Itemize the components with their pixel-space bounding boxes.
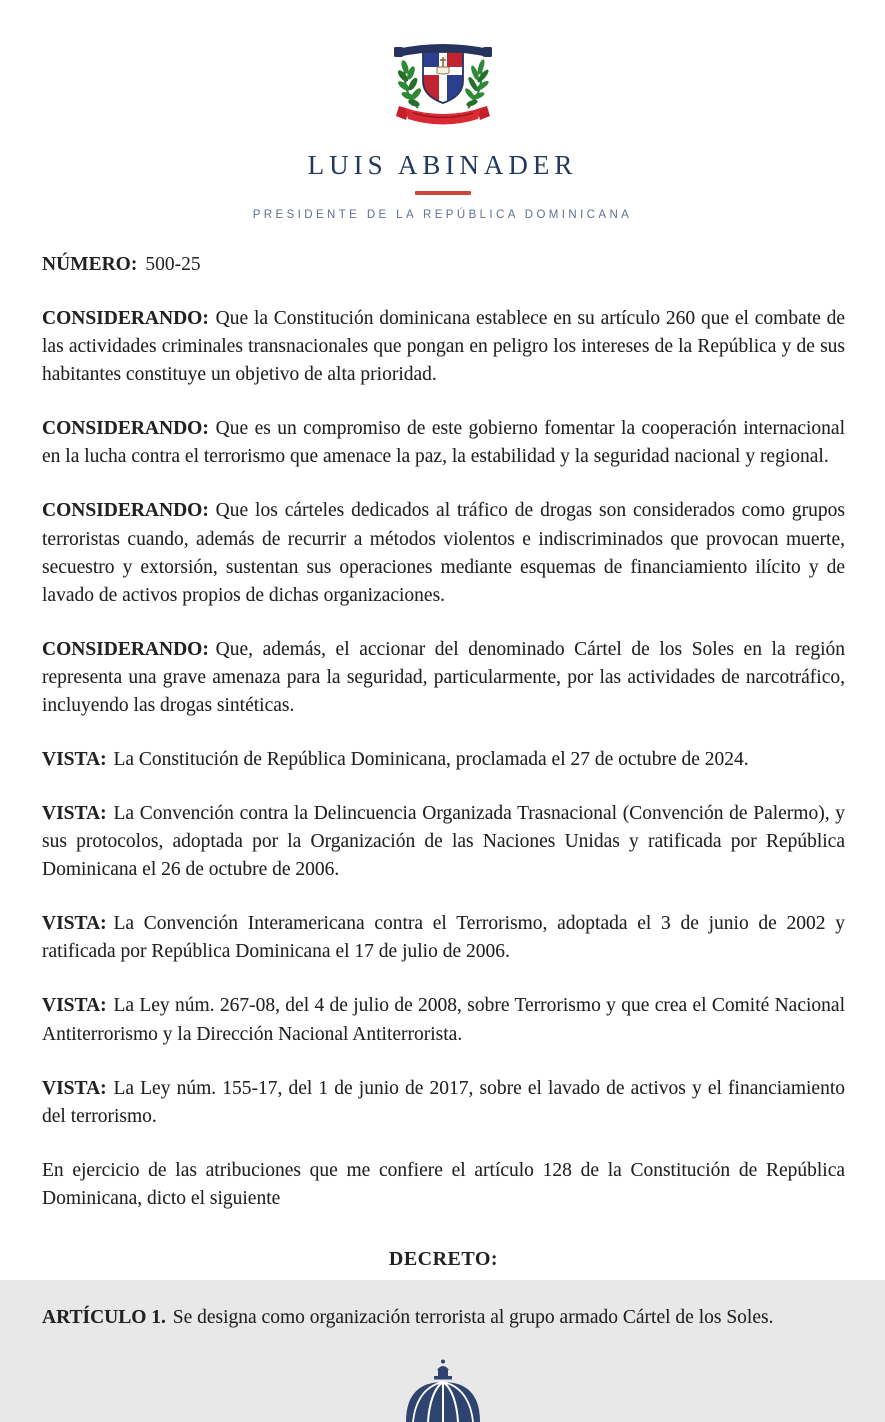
paragraph-lead: VISTA: [42,995,107,1017]
paragraph-lead: VISTA: [42,803,107,825]
paragraph-lead: CONSIDERANDO: [42,308,209,330]
vista-paragraph [42,1075,845,1131]
paragraph-text: Que los cárteles dedicados al tráfico de drogas son considerados como grupos terroristas cuando, además de recurrir a métodos violentos e indiscriminados que provocan muerte, secuestro y extorsión, sustentan sus operaciones mediante esquemas de financiamiento ilícito y de lavado de activos propios de dichas organizaciones. [42,500,845,606]
paragraph-lead: CONSIDERANDO: [42,500,209,522]
article-lead: ARTÍCULO 1. [42,1306,166,1328]
decree-number [42,251,845,279]
paragraph-lead: CONSIDERANDO: [42,418,209,440]
vista-paragraph [42,992,845,1048]
paragraph-text: La Ley núm. 155-17, del 1 de junio de 2017, sobre el lavado de activos y el financiamiento del terrorismo. [42,1077,845,1127]
paragraph-text: Que la Constitución dominicana establece en su artículo 260 que el combate de las actividades criminales transnacionales que pongan en peligro los intereses de la República y de sus habitantes constituye un objetivo de alta prioridad. [42,308,845,386]
closing-paragraph [42,1157,845,1213]
decree-number-value: 500-25 [145,254,201,275]
document-footer [398,1358,488,1392]
paragraph-lead: VISTA: [42,913,107,935]
considerando-paragraph [42,497,845,609]
document-header [0,0,885,221]
article-1-paragraph [42,1304,845,1332]
paragraph-lead: CONSIDERANDO: [42,638,209,660]
paragraph-text: La Constitución de República Dominicana, proclamada el 27 de octubre de 2024. [113,749,749,771]
paragraph-text: La Convención contra la Delincuencia Organizada Trasnacional (Convención de Palermo), y sus protocolos, adoptada por la Organización de las Naciones Unidas y ratificada por República Dominicana el 26 de octubre de 2006. [42,803,845,881]
paragraph-text: Que, además, el accionar del denominado Cártel de los Soles en la región representa una grave amenaza para la seguridad, particularmente, por las actividades de narcotráfico, incluyendo las drogas sintéticas. [42,638,845,716]
vista-paragraph [42,910,845,966]
dominican-coat-of-arms-icon [383,36,503,128]
document-body [42,251,845,1358]
vista-paragraph [42,746,845,774]
considerando-paragraph [42,305,845,389]
vista-paragraph [42,800,845,884]
considerando-paragraph [42,415,845,471]
paragraph-lead: VISTA: [42,1077,107,1099]
presidential-palace-dome-icon [398,1358,488,1422]
decree-heading: DECRETO: [388,1247,499,1270]
paragraph-lead: VISTA: [42,749,107,771]
decree-number-label: NÚMERO: [42,254,138,275]
paragraph-text: La Convención Interamericana contra el Terrorismo, adoptada el 3 de junio de 2002 y ratificada por República Dominicana el 17 de julio de 2006. [42,913,845,963]
paragraph-text: La Ley núm. 267-08, del 4 de julio de 2008, sobre Terrorismo y que crea el Comité Nacional Antiterrorismo y la Dirección Nacional Antiterrorista. [42,995,845,1045]
president-name: LUIS ABINADER [307,150,578,180]
president-title: PRESIDENTE DE LA REPÚBLICA DOMINICANA [252,209,633,221]
red-divider [415,191,471,195]
article-text: Se designa como organización terrorista al grupo armado Cártel de los Soles. [172,1306,774,1328]
paragraph-text: Que es un compromiso de este gobierno fomentar la cooperación internacional en la lucha contra el terrorismo que amenace la paz, la estabilidad y la seguridad nacional y regional. [42,418,845,468]
considerando-paragraph [42,636,845,720]
paragraph-text: En ejercicio de las atribuciones que me confiere el artículo 128 de la Constitución de República Dominicana, dicto el siguiente [42,1159,845,1209]
